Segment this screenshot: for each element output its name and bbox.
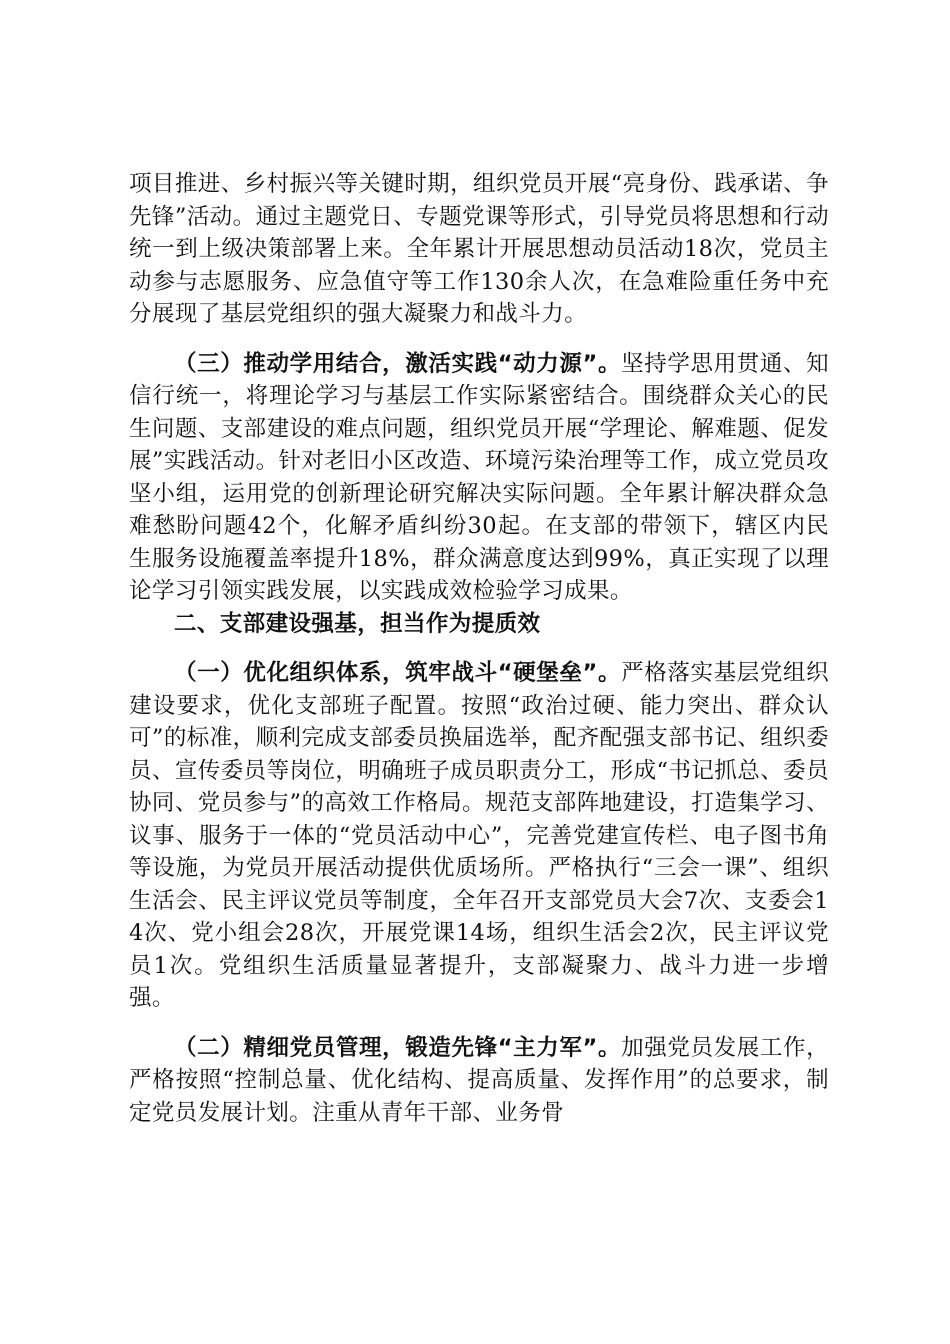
paragraph-lead-heading: （二）精细党员管理，锻造先锋“主力军”。 [174, 1034, 622, 1061]
paragraph-lead-heading: （一）优化组织体系，筑牢战斗“硬堡垒”。 [174, 660, 622, 686]
paragraph-continuation [129, 168, 829, 331]
paragraph-section-3 [129, 348, 829, 608]
paragraph-body: 项目推进、乡村振兴等关键时期，组织党员开展“亮身份、践承诺、争先锋”活动。通过主题党日、专题党课等形式，引导党员将思想和行动统一到上级决策部署上来。全年累计开展思想动员活动18次，党员主动参与志愿服务、应急值守等工作130余人次，在急难险重任务中充分展现了基层党组织的强大凝聚力和战斗力。 [129, 171, 829, 327]
paragraph-body: 加强党员发展工作，严格按照“控制总量、优化结构、提高质量、发挥作用”的总要求，制定党员发展计划。注重从青年干部、业务骨 [129, 1034, 829, 1126]
paragraph-lead-heading: （三）推动学用结合，激活实践“动力源”。 [174, 350, 622, 377]
paragraph-body: 坚持学思用贯通、知信行统一，将理论学习与基层工作实际紧密结合。围绕群众关心的民生问题、支部建设的难点问题，组织党员开展“学理论、解难题、促发展”实践活动。针对老旧小区改造、环境污染治理等工作，成立党员攻坚小组，运用党的创新理论研究解决实际问题。全年累计解决群众急难愁盼问题42个，化解矛盾纠纷30起。在支部的带领下，辖区内民生服务设施覆盖率提升18%，群众满意度达到99%，真正实现了以理论学习引领实践发展，以实践成效检验学习成果。 [129, 350, 829, 604]
paragraph-subsection-1 [129, 657, 829, 1015]
paragraph-subsection-2 [129, 1032, 829, 1130]
document-page [129, 168, 829, 1129]
paragraph-body: 严格落实基层党组织建设要求，优化支部班子配置。按照“政治过硬、能力突出、群众认可”的标准，顺利完成支部委员换届选举，配齐配强支部书记、组织委员、宣传委员等岗位，明确班子成员职责分工，形成“书记抓总、委员协同、党员参与”的高效工作格局。规范支部阵地建设，打造集学习、议事、服务于一体的“党员活动中心”，完善党建宣传栏、电子图书角等设施，为党员开展活动提供优质场所。严格执行“三会一课”、组织生活会、民主评议党员等制度，全年召开支部党员大会7次、支委会14次、党小组会28次，开展党课14场，组织生活会2次，民主评议党员1次。党组织生活质量显著提升，支部凝聚力、战斗力进一步增强。 [129, 660, 829, 1011]
section-heading: 二、支部建设强基，担当作为提质效 [174, 610, 541, 637]
